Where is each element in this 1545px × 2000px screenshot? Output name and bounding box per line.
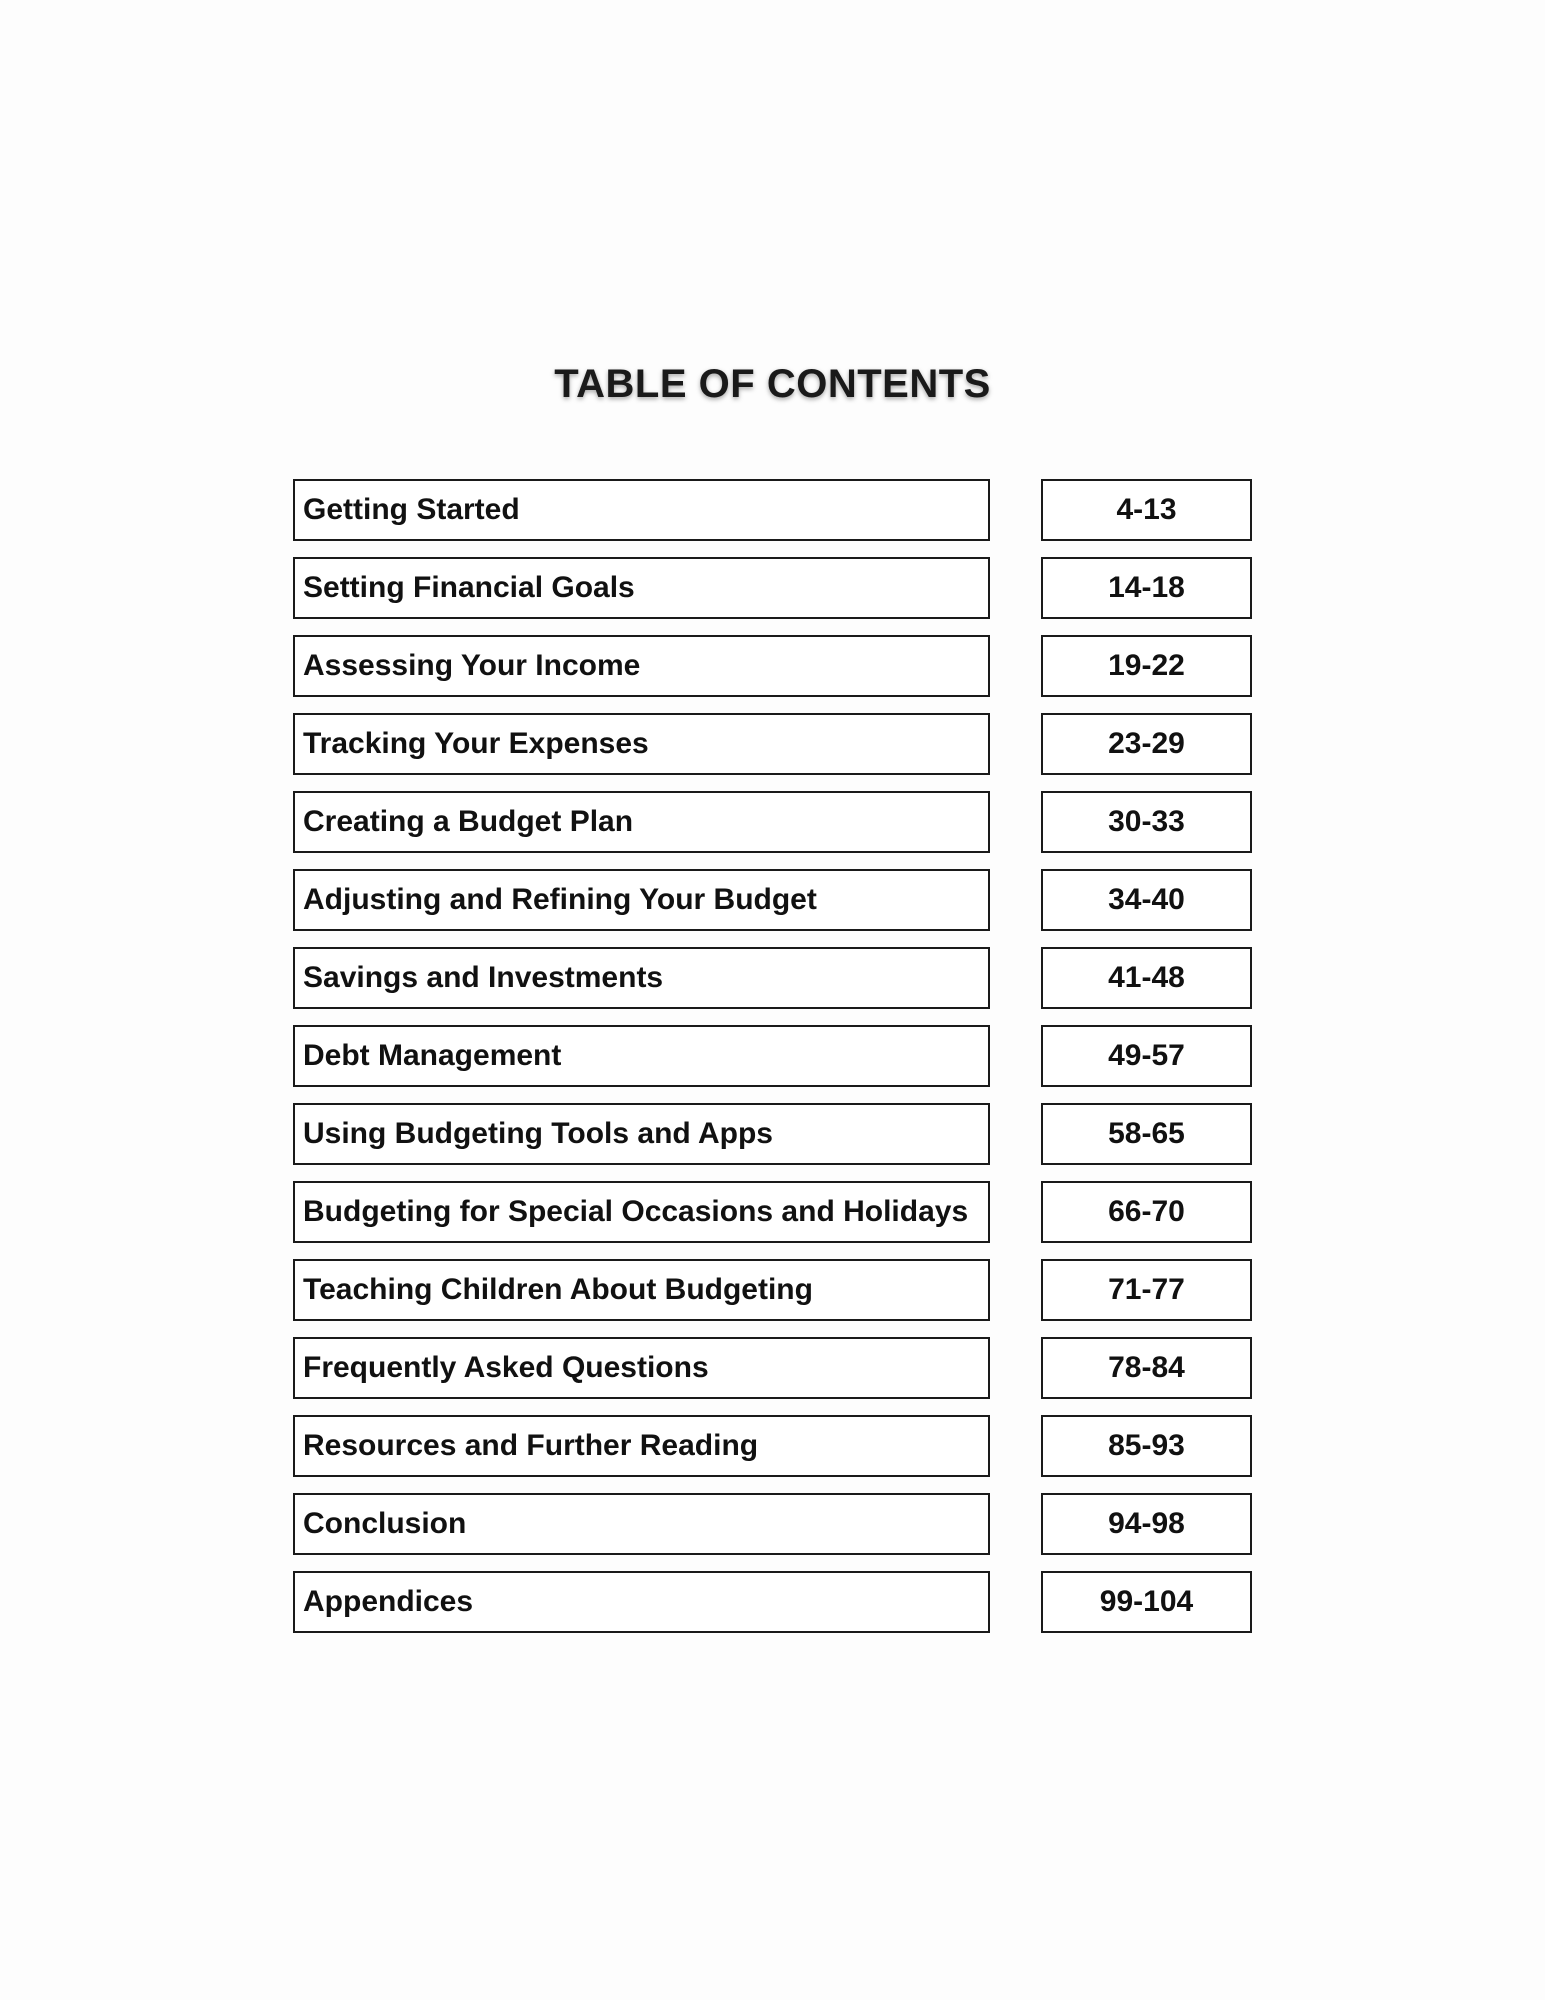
toc-page-range: 58-65 xyxy=(1041,1103,1252,1165)
toc-chapter-title: Savings and Investments xyxy=(293,947,990,1009)
toc-page-range: 14-18 xyxy=(1041,557,1252,619)
toc-page-range: 78-84 xyxy=(1041,1337,1252,1399)
toc-chapter-title: Resources and Further Reading xyxy=(293,1415,990,1477)
toc-page-range: 34-40 xyxy=(1041,869,1252,931)
toc-page-range: 94-98 xyxy=(1041,1493,1252,1555)
toc-chapter-title: Budgeting for Special Occasions and Holidays xyxy=(293,1181,990,1243)
toc-page-range: 71-77 xyxy=(1041,1259,1252,1321)
toc-page-range: 66-70 xyxy=(1041,1181,1252,1243)
toc-chapter-title: Tracking Your Expenses xyxy=(293,713,990,775)
toc-page-range: 85-93 xyxy=(1041,1415,1252,1477)
toc-page-range: 41-48 xyxy=(1041,947,1252,1009)
toc-page-range: 19-22 xyxy=(1041,635,1252,697)
toc-page-range: 99-104 xyxy=(1041,1571,1252,1633)
toc-chapter-title: Conclusion xyxy=(293,1493,990,1555)
toc-page-range: 23-29 xyxy=(1041,713,1252,775)
toc-chapter-title: Using Budgeting Tools and Apps xyxy=(293,1103,990,1165)
toc-chapter-title: Setting Financial Goals xyxy=(293,557,990,619)
toc-page-range: 30-33 xyxy=(1041,791,1252,853)
toc-chapter-title: Adjusting and Refining Your Budget xyxy=(293,869,990,931)
toc-chapter-title: Debt Management xyxy=(293,1025,990,1087)
toc-chapter-title: Getting Started xyxy=(293,479,990,541)
toc-chapter-title: Assessing Your Income xyxy=(293,635,990,697)
toc-chapter-title: Teaching Children About Budgeting xyxy=(293,1259,990,1321)
page-title: TABLE OF CONTENTS xyxy=(554,362,991,406)
toc-page-range: 4-13 xyxy=(1041,479,1252,541)
toc-chapter-title: Frequently Asked Questions xyxy=(293,1337,990,1399)
toc-chapter-title: Creating a Budget Plan xyxy=(293,791,990,853)
toc-page-range: 49-57 xyxy=(1041,1025,1252,1087)
toc-chapter-title: Appendices xyxy=(293,1571,990,1633)
